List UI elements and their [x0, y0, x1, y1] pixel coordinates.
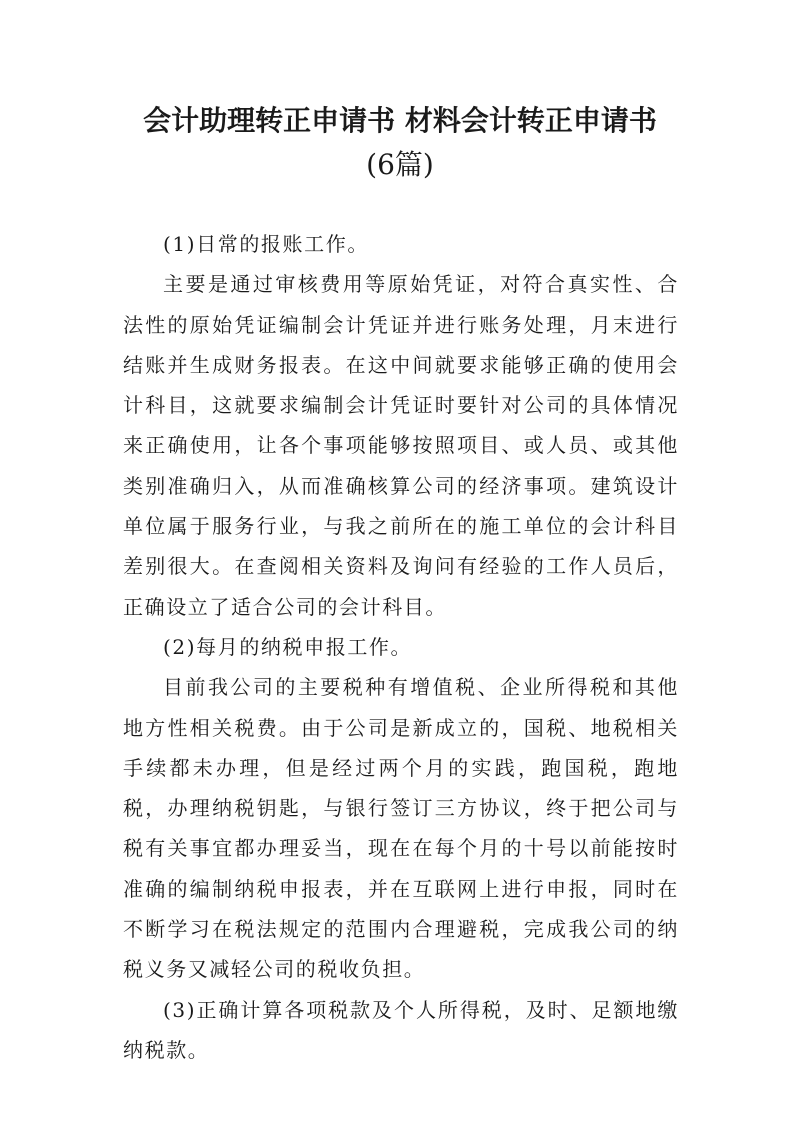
section-heading-1: (1)日常的报账工作。 — [163, 232, 369, 256]
document-title-subtitle: (6篇) — [366, 148, 434, 181]
document-title: 会计助理转正申请书 材料会计转正申请书 — [143, 104, 657, 137]
document-body — [123, 224, 679, 1070]
section-heading-3: (3)正确计算各项税款及个人所得税，及时、足额地缴纳税款。 — [123, 997, 679, 1062]
section-heading-2: (2)每月的纳税申报工作。 — [163, 634, 413, 659]
paragraph: 主要是通过审核费用等原始凭证，对符合真实性、合法性的原始凭证编制会计凭证并进行账务处理，月末进行结账并生成财务报表。在这中间就要求能够正确的使用会计科目，这就要求编制会计凭证时要针对公司的具体情况来正确使用，让各个事项能够按照项目、或人员、或其他类别准确归入，从而准确核算公司的经济事项。建筑设计单位属于服务行业，与我之前所在的施工单位的会计科目差别很大。在查阅相关资料及询问有经验的工作人员后，正确设立了适合公司的会计科目。 — [123, 272, 679, 619]
paragraph: 目前我公司的主要税种有增值税、企业所得税和其他地方性相关税费。由于公司是新成立的，国税、地税相关手续都未办理，但是经过两个月的实践，跑国税，跑地税，办理纳税钥匙，与银行签订三方协议，终于把公司与税有关事宜都办理妥当，现在在每个月的十号以前能按时准确的编制纳税申报表，并在互联网上进行申报，同时在不断学习在税法规定的范围内合理避税，完成我公司的纳税义务又减轻公司的税收负担。 — [123, 675, 679, 982]
